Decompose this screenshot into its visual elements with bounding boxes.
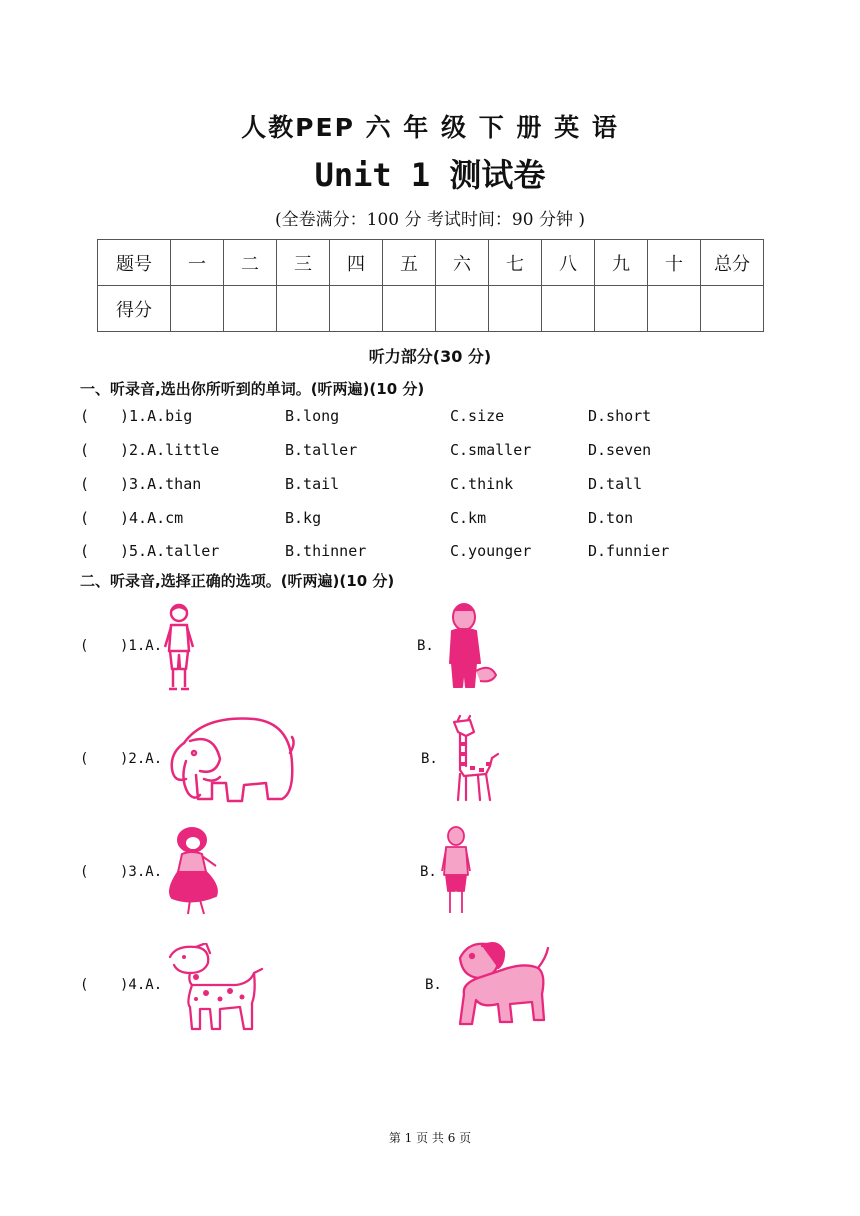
answer-paren: ( — [80, 977, 89, 993]
answer-paren: ( — [80, 638, 89, 654]
option-d: D.ton — [588, 509, 634, 527]
section-title: 听力部分(30 分) — [368, 347, 492, 366]
option-b: B.kg — [285, 509, 322, 527]
option-b: B.taller — [285, 441, 358, 459]
option-b: B.long — [285, 407, 340, 425]
title-line1: 人教PEP 六 年 级 下 册 英 语 — [241, 113, 619, 142]
option-b-label: B. — [421, 751, 438, 767]
option-b-label: B. — [420, 864, 437, 880]
option-a-label: )4.A. — [120, 977, 163, 993]
option-c: C.smaller — [450, 441, 532, 459]
option-a-label: )2.A. — [120, 751, 163, 767]
score-header-cell: 七 — [489, 240, 542, 286]
part2-heading: 二、听录音,选择正确的选项。(听两遍)(10 分) — [80, 572, 395, 590]
elephant-icon[interactable] — [164, 713, 296, 805]
score-header-cell: 九 — [595, 240, 648, 286]
old-man-icon[interactable] — [440, 825, 472, 917]
answer-paren: ( — [80, 864, 89, 880]
score-blank-cell[interactable] — [542, 286, 595, 332]
score-blank-cell[interactable] — [648, 286, 701, 332]
option-c: C.younger — [450, 542, 532, 560]
score-header-cell: 总分 — [701, 240, 764, 286]
score-blank-cell[interactable] — [436, 286, 489, 332]
score-header-cell: 题号 — [98, 240, 171, 286]
option-a-label: )1.A. — [120, 638, 163, 654]
answer-paren: ( — [80, 542, 90, 560]
score-header-cell: 四 — [330, 240, 383, 286]
spotted-dog-icon[interactable] — [166, 943, 266, 1033]
part1-heading: 一、听录音,选出你所听到的单词。(听两遍)(10 分) — [80, 380, 425, 398]
option-a: )3.A.than — [120, 475, 202, 493]
score-table — [97, 239, 764, 332]
big-dog-icon[interactable] — [454, 938, 550, 1030]
score-blank-cell[interactable] — [701, 286, 764, 332]
question-row — [80, 475, 780, 495]
option-c: C.size — [450, 407, 505, 425]
title-line2: Unit 1 测试卷 — [314, 156, 546, 194]
option-b-label: B. — [425, 977, 442, 993]
giraffe-icon[interactable] — [448, 714, 500, 806]
question-row — [80, 441, 780, 461]
answer-paren: ( — [80, 475, 90, 493]
question-row — [80, 542, 780, 562]
page-footer: 第 1 页 共 6 页 — [388, 1131, 472, 1145]
answer-paren: ( — [80, 509, 90, 527]
score-blank-cell[interactable] — [383, 286, 436, 332]
answer-paren: ( — [80, 751, 89, 767]
option-b: B.thinner — [285, 542, 367, 560]
answer-paren: ( — [80, 407, 90, 425]
question-row — [80, 509, 780, 529]
boy-icon[interactable] — [163, 603, 195, 693]
score-blank-cell[interactable] — [277, 286, 330, 332]
score-header-cell: 一 — [171, 240, 224, 286]
option-b: B.tail — [285, 475, 340, 493]
score-row-label: 得分 — [98, 286, 171, 332]
exam-info: (全卷满分：100 分 考试时间：90 分钟 ) — [275, 210, 585, 230]
option-a: )4.A.cm — [120, 509, 184, 527]
option-a: )5.A.taller — [120, 542, 220, 560]
score-header-cell: 五 — [383, 240, 436, 286]
option-d: D.funnier — [588, 542, 670, 560]
option-b-label: B. — [417, 638, 434, 654]
score-header-cell: 八 — [542, 240, 595, 286]
score-blank-cell[interactable] — [224, 286, 277, 332]
girl-icon[interactable] — [164, 826, 226, 918]
man-icon[interactable] — [446, 601, 498, 691]
score-blank-cell[interactable] — [489, 286, 542, 332]
score-header-cell: 六 — [436, 240, 489, 286]
score-header-cell: 二 — [224, 240, 277, 286]
option-a-label: )3.A. — [120, 864, 163, 880]
score-blank-cell[interactable] — [171, 286, 224, 332]
option-d: D.tall — [588, 475, 643, 493]
score-blank-cell[interactable] — [595, 286, 648, 332]
option-d: D.short — [588, 407, 652, 425]
score-header-cell: 十 — [648, 240, 701, 286]
option-d: D.seven — [588, 441, 652, 459]
score-header-cell: 三 — [277, 240, 330, 286]
score-blank-cell[interactable] — [330, 286, 383, 332]
question-row — [80, 407, 780, 427]
option-a: )2.A.little — [120, 441, 220, 459]
option-c: C.km — [450, 509, 487, 527]
option-a: )1.A.big — [120, 407, 193, 425]
answer-paren: ( — [80, 441, 90, 459]
option-c: C.think — [450, 475, 514, 493]
